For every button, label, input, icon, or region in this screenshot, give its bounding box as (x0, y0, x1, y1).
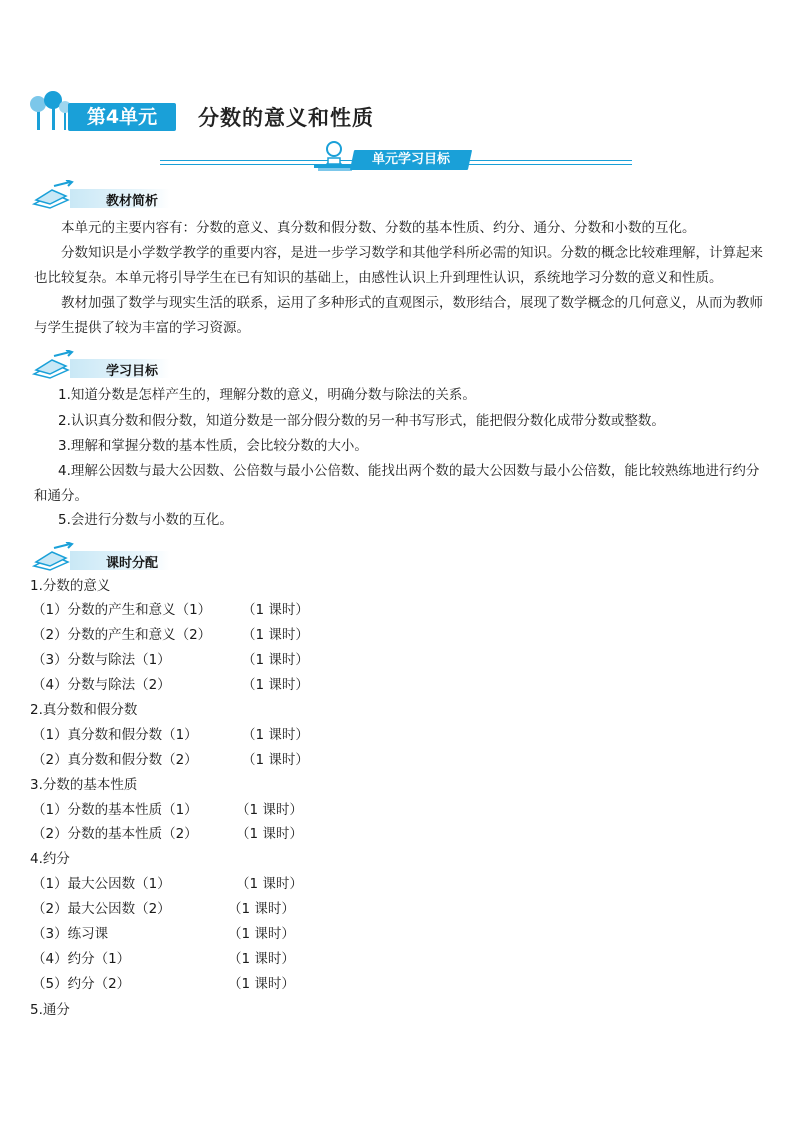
schedule-group-title: 1.分数的意义 (30, 578, 111, 594)
schedule-group-title: 2.真分数和假分数 (30, 702, 138, 718)
schedule-hours: （1 课时） (242, 627, 309, 643)
schedule-item: （2）分数的产生和意义（2） (32, 627, 212, 643)
schedule-hours: （1 课时） (242, 677, 309, 693)
schedule-group-title: 5.通分 (30, 1002, 70, 1018)
schedule-hours: （1 课时） (228, 951, 295, 967)
schedule-hours: （1 课时） (228, 926, 295, 942)
schedule-item: （3）分数与除法（1） (32, 652, 171, 668)
schedule-item: （1）分数的产生和意义（1） (32, 602, 212, 618)
schedule-item: （1）真分数和假分数（1） (32, 727, 198, 743)
intro-paragraph: 本单元的主要内容有：分数的意义、真分数和假分数、分数的基本性质、约分、通分、分数和小数的互化。 (61, 220, 696, 236)
section-title: 学习目标 (106, 364, 159, 379)
unit-badge: 第4单元 (68, 103, 176, 131)
schedule-hours: （1 课时） (242, 727, 309, 743)
schedule-item: （2）分数的基本性质（2） (32, 826, 198, 842)
schedule-item: （3）练习课 (32, 926, 109, 942)
section-header-intro (30, 180, 170, 210)
intro-paragraph: 教材加强了数学与现实生活的联系，运用了多种形式的直观图示，数形结合，展现了数学概念的几何意义，从而为教师与学生提供了较为丰富的学习资源。 (34, 295, 763, 336)
goal-item: 3.理解和掌握分数的基本性质，会比较分数的大小。 (58, 438, 368, 454)
schedule-item: （2）最大公因数（2） (32, 901, 171, 917)
section-title: 教材简析 (106, 194, 159, 209)
page-title: 分数的意义和性质 (198, 106, 374, 130)
section-header-goals (30, 350, 170, 380)
schedule-group-title: 4.约分 (30, 851, 70, 867)
goal-item: 2.认识真分数和假分数，知道分数是一部分假分数的另一种书写形式，能把假分数化成带分数或整数。 (58, 413, 665, 429)
schedule-hours: （1 课时） (236, 876, 303, 892)
section-header-schedule (30, 542, 170, 572)
schedule-hours: （1 课时） (228, 976, 295, 992)
goal-item: 1.知道分数是怎样产生的，理解分数的意义，明确分数与除法的关系。 (58, 387, 476, 403)
schedule-item: （2）真分数和假分数（2） (32, 752, 198, 768)
schedule-item: （1）最大公因数（1） (32, 876, 171, 892)
schedule-hours: （1 课时） (228, 901, 295, 917)
schedule-hours: （1 课时） (242, 752, 309, 768)
banner-label: 单元学习目标 (350, 150, 472, 170)
schedule-hours: （1 课时） (236, 802, 303, 818)
schedule-item: （1）分数的基本性质（1） (32, 802, 198, 818)
schedule-item: （4）分数与除法（2） (32, 677, 171, 693)
intro-paragraph: 分数知识是小学数学教学的重要内容，是进一步学习数学和其他学科所必需的知识。分数的概念比较难理解，计算起来也比较复杂。本单元将引导学生在已有知识的基础上，由感性认识上升到理性认识，系统地学习分数的意义和性质。 (34, 245, 763, 286)
schedule-hours: （1 课时） (242, 652, 309, 668)
schedule-hours: （1 课时） (242, 602, 309, 618)
schedule-item: （4）约分（1） (32, 951, 131, 967)
goal-item: 4.理解公因数与最大公因数、公倍数与最小公倍数、能找出两个数的最大公因数与最小公倍数，能比较熟练地进行约分和通分。 (34, 463, 760, 504)
section-title: 课时分配 (106, 556, 159, 571)
schedule-group-title: 3.分数的基本性质 (30, 777, 138, 793)
schedule-item: （5）约分（2） (32, 976, 131, 992)
goal-item: 5.会进行分数与小数的互化。 (58, 512, 233, 528)
schedule-hours: （1 课时） (236, 826, 303, 842)
